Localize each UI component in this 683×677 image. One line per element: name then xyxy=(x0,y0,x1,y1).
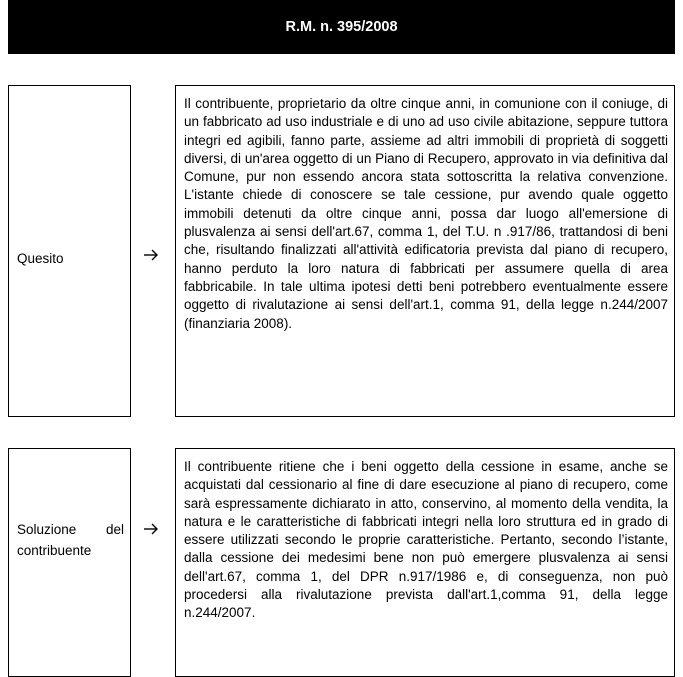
label-box-soluzione xyxy=(8,448,131,677)
content-box-quesito xyxy=(175,85,675,417)
document-title: R.M. n. 395/2008 xyxy=(285,19,398,35)
quesito-text: Il contribuente, proprietario da oltre cinque anni, in comunione con il coniuge, di un fabbricato ad uso industriale e di uno ad uso civile abitazione, seppure tuttora integri ed agibili, fanno parte, assieme ad altri immobili di proprietà di soggetti diversi, di un'area oggetto di un Piano di Recupero, approvato in via definitiva dal Comune, pur non essendo ancora stata sottoscritta la relativa convenzione. L'istante chiede di conoscere se tale cessione, pur avendo quale oggetto immobili detenuti da oltre cinque anni, possa dar luogo all'emersione di plusvalenza ai sensi dell'art.67, comma 1, del T.U. n .917/86, trattandosi di beni che, risultando finalizzati all'attività edificatoria prevista dal piano di recupero, hanno perduto la loro natura di fabbricati per assumere quella di area fabbricabile. In tale ultima ipotesi detti beni potrebbero eventualmente essere oggetto di rivalutazione ai sensi dell'art.1, comma 91, della legge n.244/2007 (finanziaria 2008). xyxy=(184,96,668,331)
label-soluzione: Soluzione del contribuente xyxy=(17,522,124,558)
right-arrow-icon xyxy=(142,520,160,538)
right-arrow-icon xyxy=(142,246,160,264)
content-box-soluzione xyxy=(175,448,675,677)
label-box-quesito xyxy=(8,85,131,417)
soluzione-text: Il contribuente ritiene che i beni oggetto della cessione in esame, anche se acquistati dal cessionario al fine di dare esecuzione al piano di recupero, come sarà espressamente dichiarato in atto, conservino, al momento della vendita, la natura e le caratteristiche di fabbricati integri nella loro struttura ed in grado di essere utilizzati secondo le proprie caratteristiche. Pertanto, secondo l’istante, dalla cessione dei medesimi bene non può emergere plusvalenza ai sensi dell'art.67, comma 1, del DPR n.917/1986 e, di conseguenza, non può procedersi alla rivalutazione prevista dall'art.1,comma 91, della legge n.244/2007. xyxy=(184,459,668,621)
label-quesito: Quesito xyxy=(17,251,64,266)
document-title-bar xyxy=(8,0,675,54)
